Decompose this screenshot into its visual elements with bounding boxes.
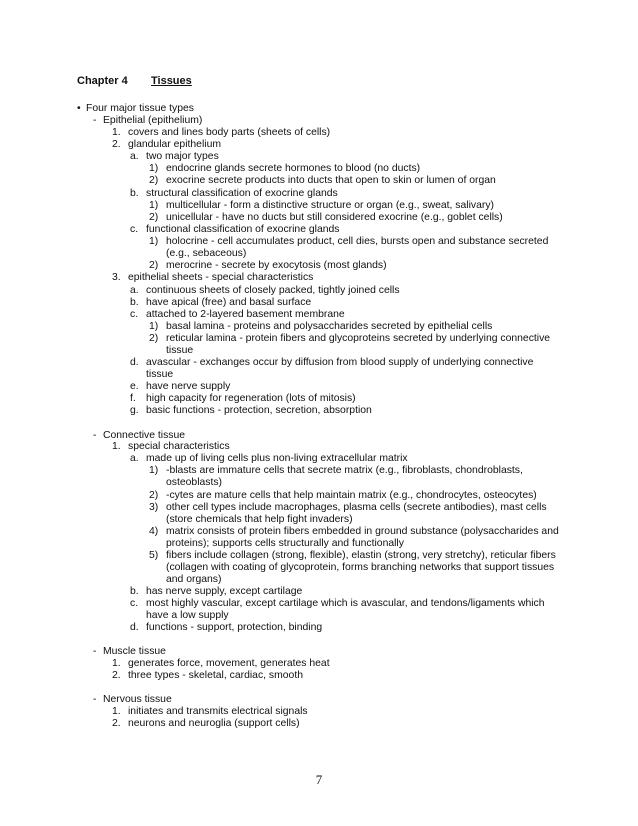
outline-marker: 1) — [149, 321, 159, 332]
outline-item-text: neurons and neuroglia (support cells) — [128, 718, 300, 729]
chapter-heading — [77, 75, 192, 87]
outline-marker: 3. — [112, 272, 121, 283]
outline-item-text: merocrine - secrete by exocytosis (most glands) — [166, 260, 387, 271]
outline-item-text: Muscle tissue — [103, 646, 166, 657]
outline-item-text: tissue — [166, 345, 194, 356]
outline-item-text: functional classification of exocrine glands — [146, 224, 340, 235]
outline-marker: 1. — [112, 658, 121, 669]
outline-marker: - — [93, 646, 97, 657]
outline-item-text: (e.g., sebaceous) — [166, 248, 247, 259]
outline-marker: d. — [130, 357, 139, 368]
outline-marker: 1. — [112, 441, 121, 452]
outline-item-text: Epithelial (epithelium) — [103, 115, 203, 126]
outline-item-text: reticular lamina - protein fibers and glycoproteins secreted by underlying connective — [166, 333, 551, 344]
outline-item-text: epithelial sheets - special characteristics — [128, 272, 314, 283]
outline-item-text: basal lamina - proteins and polysaccharides secreted by epithelial cells — [166, 321, 493, 332]
outline-item-text: have a low supply — [146, 610, 229, 621]
outline-marker: b. — [130, 188, 139, 199]
outline-item-text: generates force, movement, generates heat — [128, 658, 330, 669]
outline-item-text: made up of living cells plus non-living extracellular matrix — [146, 453, 408, 464]
outline-marker: - — [93, 694, 97, 705]
outline-marker: b. — [130, 586, 139, 597]
outline-item-text: fibers include collagen (strong, flexible), elastin (strong, very stretchy), reticular fibers — [166, 550, 556, 561]
outline-item-text: two major types — [146, 151, 219, 162]
outline-item-text: tissue — [146, 369, 174, 380]
outline-marker: d. — [130, 622, 139, 633]
outline-item-text: high capacity for regeneration (lots of mitosis) — [146, 393, 356, 404]
outline-marker: 4) — [149, 526, 159, 537]
outline-item-text: other cell types include macrophages, plasma cells (secrete antibodies), mast cells — [166, 502, 547, 513]
outline-item-text: -blasts are immature cells that secrete matrix (e.g., fibroblasts, chondroblasts, — [166, 465, 523, 476]
outline-marker: 2. — [112, 670, 121, 681]
outline-marker: f. — [130, 393, 136, 404]
outline-marker: 2) — [149, 260, 159, 271]
outline-item-text: endocrine glands secrete hormones to blood (no ducts) — [166, 163, 421, 174]
outline-item-text: and organs) — [166, 574, 222, 585]
outline-marker: 2) — [149, 212, 159, 223]
outline-marker: 5) — [149, 550, 159, 561]
outline-item-text: has nerve supply, except cartilage — [146, 586, 303, 597]
outline-item-text: osteoblasts) — [166, 477, 223, 488]
outline-item-text: (collagen with coating of glycoprotein, forms branching networks that support tissues — [166, 562, 555, 573]
page-number: 7 — [315, 772, 323, 787]
outline-item-text: initiates and transmits electrical signals — [128, 706, 308, 717]
outline-marker: a. — [130, 151, 139, 162]
outline-item-text: functions - support, protection, binding — [146, 622, 323, 633]
outline-marker: c. — [130, 224, 139, 235]
outline-item-text: holocrine - cell accumulates product, cell dies, bursts open and substance secreted — [166, 236, 549, 247]
outline-item-text: structural classification of exocrine glands — [146, 188, 338, 199]
outline-marker: 1) — [149, 465, 159, 476]
outline-item-text: special characteristics — [128, 441, 230, 452]
outline-item-text: have nerve supply — [146, 381, 231, 392]
outline-item-text: (store chemicals that help fight invaders) — [166, 514, 353, 525]
outline-item-text: continuous sheets of closely packed, tightly joined cells — [146, 285, 400, 296]
outline-marker: 3) — [149, 502, 159, 513]
outline-item-text: unicellular - have no ducts but still considered exocrine (e.g., goblet cells) — [166, 212, 503, 223]
outline-marker: 1) — [149, 236, 159, 247]
chapter-title: Tissues — [151, 75, 192, 87]
outline-marker: 2) — [149, 175, 159, 186]
outline-item-text: basic functions - protection, secretion, absorption — [146, 405, 372, 416]
outline-item-text: have apical (free) and basal surface — [146, 297, 312, 308]
outline-marker: a. — [130, 453, 139, 464]
outline-marker: 2. — [112, 718, 121, 729]
outline-marker: a. — [130, 285, 139, 296]
outline-marker: c. — [130, 598, 139, 609]
chapter-number: Chapter 4 — [77, 75, 128, 87]
outline-item-text: three types - skeletal, cardiac, smooth — [128, 670, 303, 681]
outline-item-text: proteins); supports cells structurally and functionally — [166, 538, 404, 549]
outline-marker: - — [93, 430, 97, 441]
outline-item-text: avascular - exchanges occur by diffusion from blood supply of underlying connective — [146, 357, 534, 368]
outline-item-text: multicellular - form a distinctive structure or organ (e.g., sweat, salivary) — [166, 200, 494, 211]
outline-item-text: most highly vascular, except cartilage which is avascular, and tendons/ligaments which — [146, 598, 545, 609]
outline-marker: 2. — [112, 139, 121, 150]
outline-marker: - — [93, 115, 97, 126]
outline-marker: 1) — [149, 163, 159, 174]
outline-marker: g. — [130, 405, 139, 416]
outline-item-text: Four major tissue types — [86, 103, 194, 114]
outline-item-text: -cytes are mature cells that help maintain matrix (e.g., chondrocytes, osteocytes) — [166, 490, 537, 501]
outline-marker: • — [77, 103, 81, 114]
outline-marker: 2) — [149, 333, 159, 344]
outline-item-text: covers and lines body parts (sheets of cells) — [128, 127, 331, 138]
outline-item-text: Nervous tissue — [103, 694, 172, 705]
outline-marker: 1. — [112, 706, 121, 717]
outline-marker: 1) — [149, 200, 159, 211]
outline-marker: b. — [130, 297, 139, 308]
outline-item-text: attached to 2-layered basement membrane — [146, 309, 345, 320]
outline-marker: 1. — [112, 127, 121, 138]
outline-item-text: exocrine secrete products into ducts that open to skin or lumen of organ — [166, 175, 496, 186]
outline-item-text: matrix consists of protein fibers embedded in ground substance (polysaccharides and — [166, 526, 559, 537]
outline-item-text: Connective tissue — [103, 430, 186, 441]
outline-marker: c. — [130, 309, 139, 320]
outline-item-text: glandular epithelium — [128, 139, 221, 150]
outline-marker: 2) — [149, 490, 159, 501]
outline-marker: e. — [130, 381, 139, 392]
